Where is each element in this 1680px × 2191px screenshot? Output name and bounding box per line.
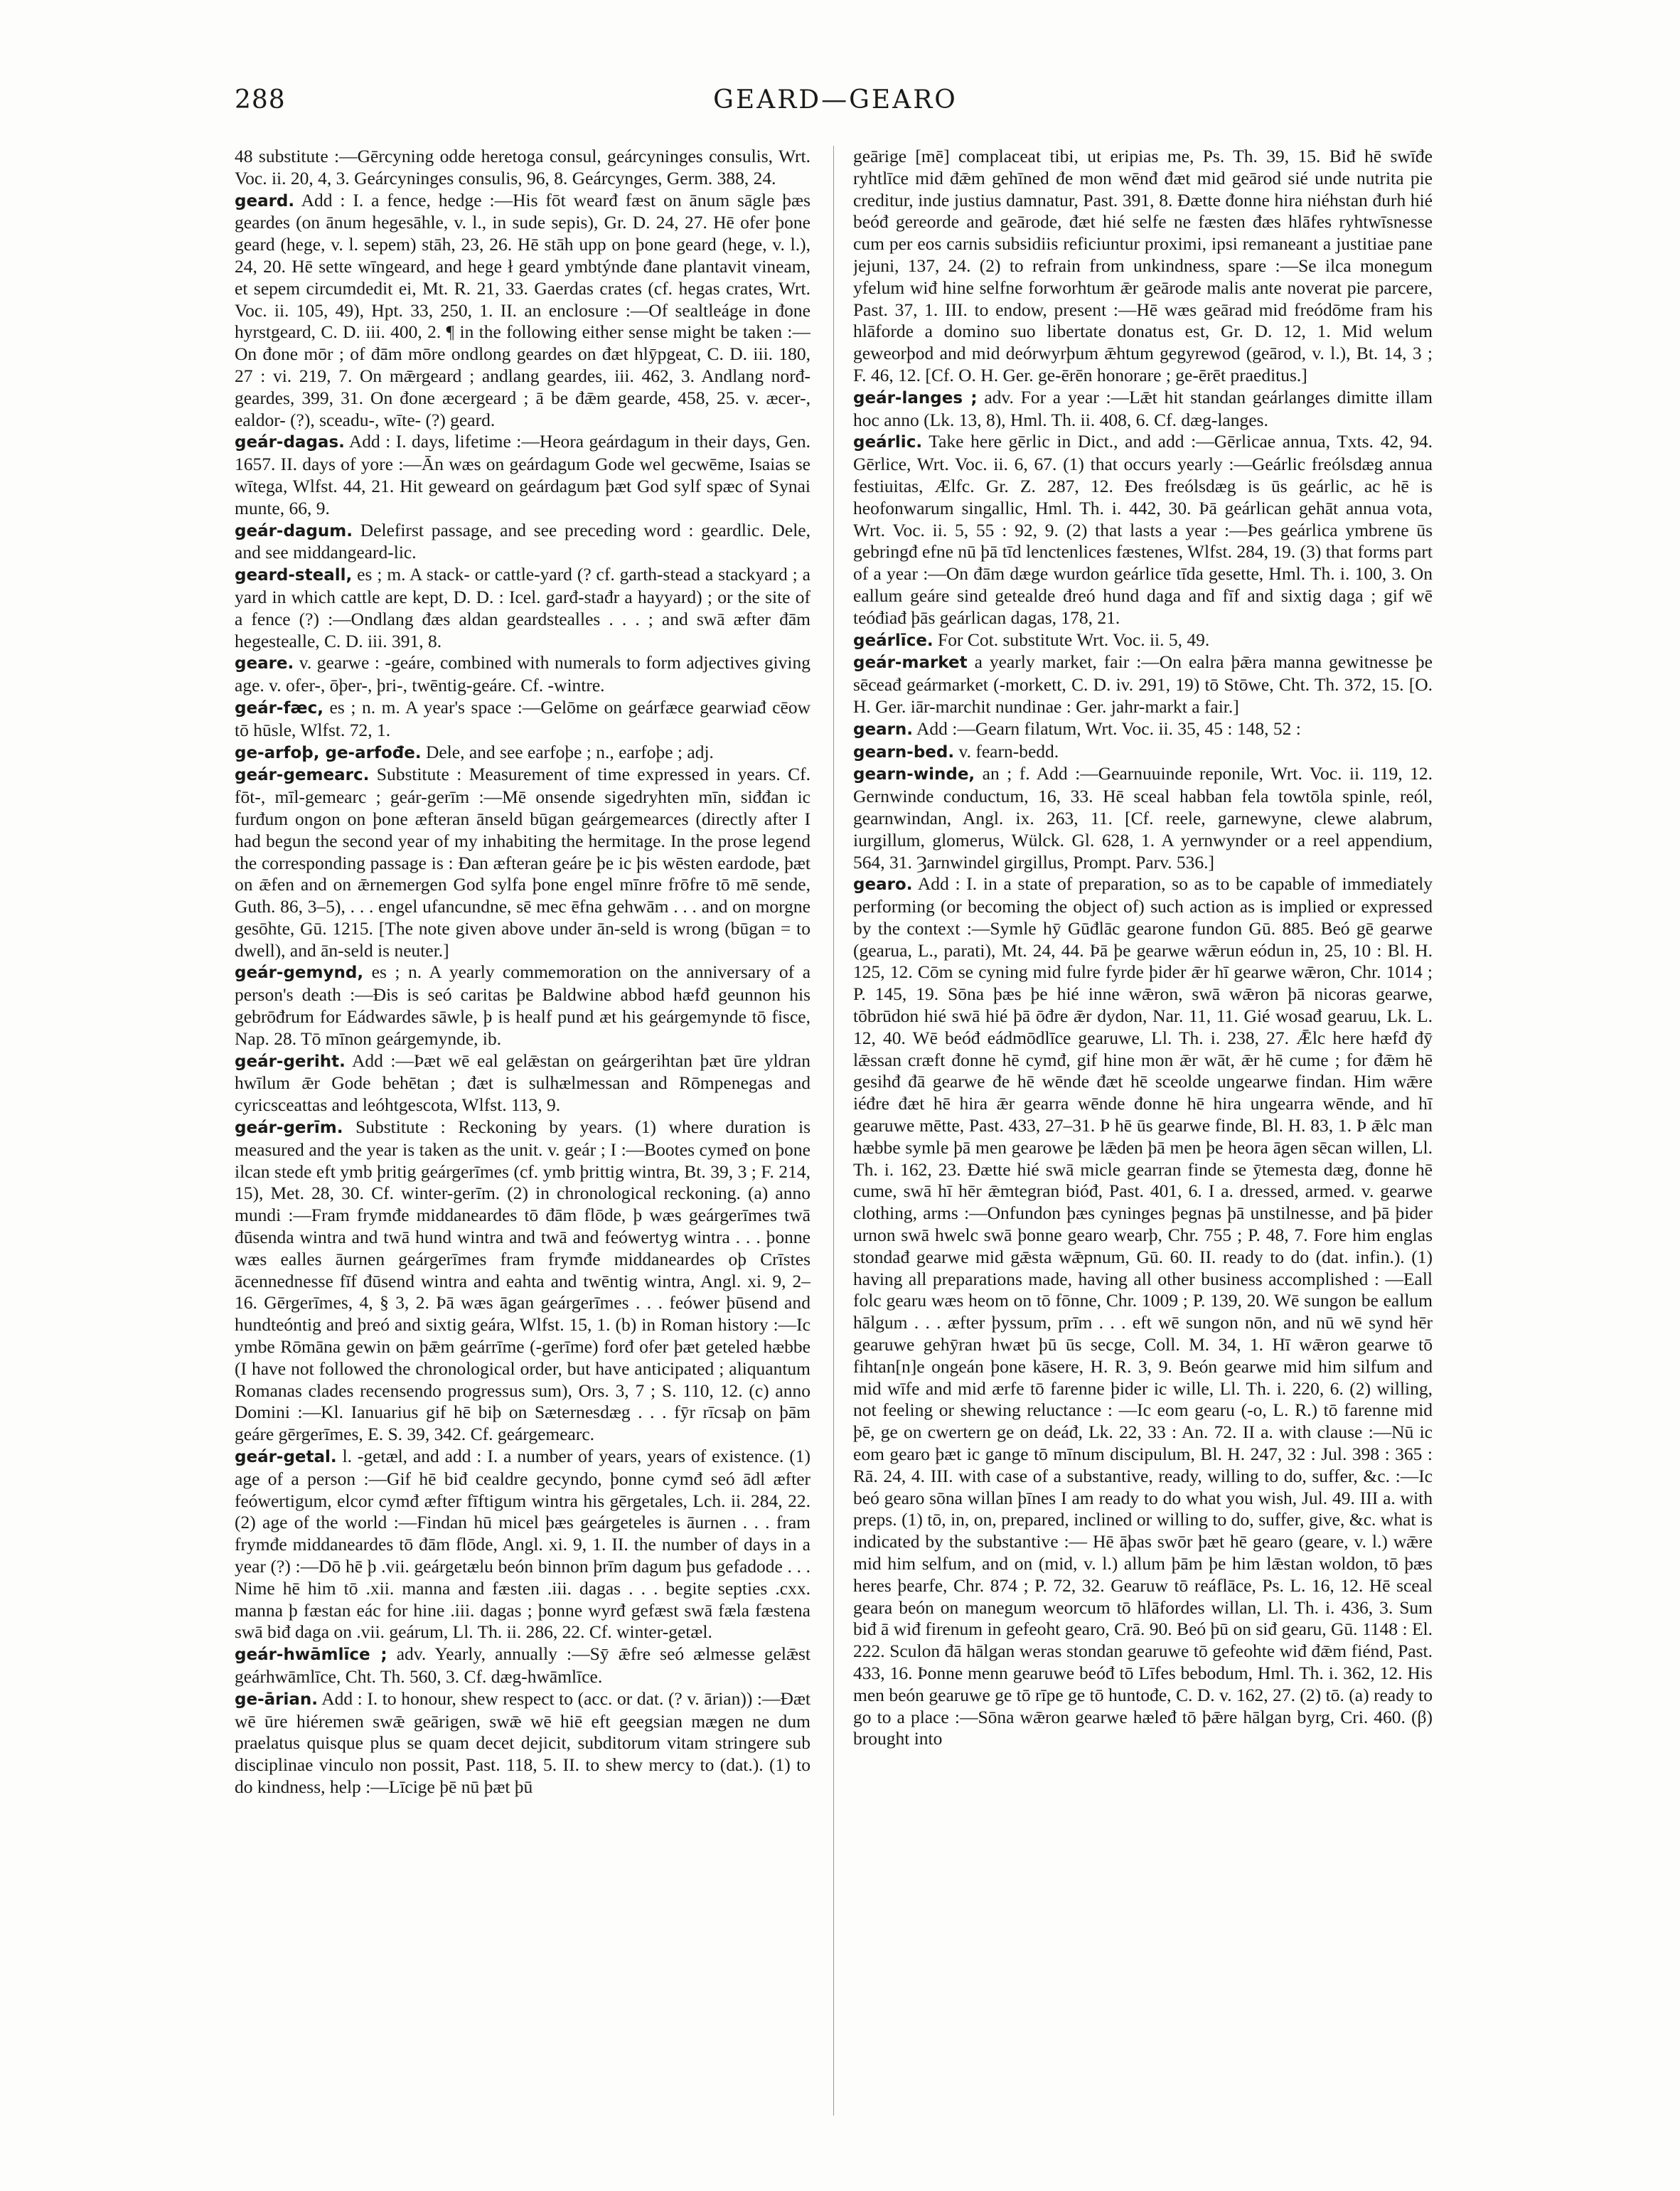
entry-text: Substitute : Reckoning by years. (1) where duration is measured and the year is taken as the unit. v. geár ; I :—Bootes cymeđ on þone ilcan stede eft ymb þritig geárgerīmes (cf. ymb þrittig wintra, Bt. 39, 3 ; F. 214, 15), Met. 28, 30. Cf. winter-gerīm. (2) in chronological reckoning. (a) anno mundi :—Fram frymđe middaneardes tō đām flōde, þ wæs geárgerīmes twā đūsenda wintra and twā hund wintra and twā and feówertyg wintra . . . þonne wæs ealles āurnen geárgerīmes fram frymđe middaneardes oþ Crīstes ācennednesse fīf đūsend wintra and eahta and twēntig wintra, Angl. xi. 9, 2–16. Gērgerīmes, 4, § 3, 2. Þā wæs āgan geárgerīmes . . . feówer þūsend and hundteóntig and þreó and sixtig geára, Wlfst. 15, 1. (b) in Roman history :—Ic ymbe Rōmāna gewin on þǣm geárrīme (-gerīme) forđ ofer þæt geteled hæbbe (I have not followed the chronological order, but have anticipated ; aliquantum Romanas clades recensendo progressus sum), Ors. 3, 7 ; S. 110, 12. (c) anno Domini :—Kl. Ianuarius gif hē biþ on Sæternesdæg . . . fȳr rīcsaþ on þām geáre gērgerīmes, E. S. 39, 342. Cf. geárgemearc. <box>235 1116 810 1445</box>
entry-headword: geár-gemearc. <box>235 766 370 785</box>
dictionary-entry <box>235 564 810 652</box>
running-head: GEARD—GEARO <box>713 85 958 114</box>
entry-text: Add : I. to honour, shew respect to (acc. or dat. (? v. ārian)) :—Đæt wē ūre hiéremen swǣ geārigen, swǣ wē hiē eft geegsian mægen ne dum praelatus quisque plus se quam decet dejicit, subditorum vitam stringere sub disciplinae vinculo non possit, Past. 118, 5. II. to shew mercy to (dat.). (1) to do kindness, help :—Līcige þē nū þæt þū <box>235 1688 810 1797</box>
dictionary-entry <box>235 431 810 519</box>
entry-text: v. gearwe : -geáre, combined with numerals to form adjectives giving age. v. ofer-, ōþer-, þri-, twēntig-geáre. Cf. -wintre. <box>235 652 810 696</box>
entry-text: es ; n. m. A year's space :—Gelōme on geárfæce gearwiađ cēow tō hūsle, Wlfst. 72, 1. <box>235 696 810 740</box>
dictionary-entry <box>235 1050 810 1116</box>
right-column <box>853 146 1433 2137</box>
entry-headword: geár-fæc, <box>235 698 323 718</box>
entry-text: Dele, and see earfoþe ; n., earfoþe ; adj. <box>425 741 714 762</box>
entry-headword: ge-ārian. <box>235 1690 318 1709</box>
entry-text: Add : I. a fence, hedge :—His fōt wearđ fæst on ānum sāgle þæs geardes (on ānum hegesāhle, v. l., in sude sepis), Gr. D. 24, 27. Hē ofer þone geard (hege, v. l. sepem) stāh, 23, 26. Hē stāh upp on þone geard (hege, v. l.), 24, 20. Hē sette wīngeard, and hege ł geard ymbtýnde đane plantavit vineam, et sepem circumdedit ei, Mt. R. 21, 33. Gaerdas crates (cf. hegas crates, Wrt. Voc. ii. 105, 49), Hpt. 33, 250, 1. II. an enclosure :—Of sealtleáge in đone hyrstgeard, C. D. iii. 400, 2. ¶ in the following either sense might be taken :—On đone mōr ; of đām mōre ondlong geardes on đæt hlȳpgeat, C. D. iii. 180, 27 : vi. 219, 7. On mǣrgeard ; andlang geardes, iii. 462, 3. Andlang norđgeardes, 399, 31. On đone æcergeard ; ā be đǣm gearde, 458, 25. v. æcer-, ealdor- (?), sceadu-, wīte- (?) geard. <box>235 189 810 430</box>
entry-headword: gearo. <box>853 875 913 895</box>
entry-headword: geár-gemynd, <box>235 964 364 983</box>
column-divider <box>833 146 834 2116</box>
left-column <box>235 146 810 2137</box>
entry-headword: ge-arfoþ, ge-arfođe. <box>235 743 422 762</box>
entry-text: geārige [mē] complaceat tibi, ut eripias me, Ps. Th. 39, 15. Biđ hē swīđe ryhtlīce mid đǣm gehīned đe mon wēnđ đæt mid geārod sié unde nutrita pie creditur, inde justius damnatur, Past. 391, 8. Đætte đonne hira niéhstan đurh hié beóđ gereorde and geārode, đæt hié selfe ne fæsten đæs hlāfes ryhtwīsnesse cum per eos carnis subsidiis reficiuntur proximi, ipsi remaneant a justitiae pane jejuni, 137, 24. (2) to refrain from unkindness, spare :—Se ilca monegum yfelum wiđ hine selfne forworhtum ǣr geārode malis ante noverat pie parcere, Past. 37, 1. III. to endow, present :—Hē wæs geārad mid freódōme fram his hlāforde a domino suo libertate donatus est, Gr. D. 12, 1. Mid welum geweorþod and mid deórwyrþum ǣhtum gegyrewod (geārod, v. l.), Bt. 14, 3 ; F. 46, 12. [Cf. O. H. Ger. ge-ērēn honorare ; ge-ērēt praeditus.] <box>853 146 1433 385</box>
entry-headword: geár-dagum. <box>235 521 353 540</box>
entry-text: Take here gērlic in Dict., and add :—Gērlicae annua, Txts. 42, 94. Gērlice, Wrt. Voc. ii. 6, 67. (1) that occurs yearly :—Geárlic freólsdæg annua festiuitas, Ælfc. Gr. Z. 287, 12. Đes freólsdæg is ūs geárlic, ac hē is heofonwarum singallic, Hml. Th. i. 442, 30. Þā geárlican gehāt annua vota, Wrt. Voc. ii. 5, 55 : 92, 9. (2) that lasts a year :—Þes geárlica ymbrene ūs gebringđ efne nū þā tīd lenctenlices fæstenes, Wlfst. 284, 19. (3) that forms part of a year :—On đām dæge wurdon geárlice tīda gesette, Hml. Th. i. 100, 3. On eallum geáre sind getealde đreó hund daga and fīf and sixtig daga ; gif wē teóđiađ þās geárlican dagas, 178, 21. <box>853 431 1433 628</box>
entry-headword: geard-steall, <box>235 566 353 585</box>
entry-text: For Cot. substitute Wrt. Voc. ii. 5, 49. <box>938 629 1210 650</box>
dictionary-entry <box>235 1116 810 1446</box>
page-header <box>235 85 1436 128</box>
entry-headword: geár-hwāmlīce ; <box>235 1646 387 1665</box>
dictionary-entry <box>853 718 1433 741</box>
entry-headword: gearn. <box>853 720 914 739</box>
entry-headword: geard. <box>235 191 295 210</box>
dictionary-entry <box>235 742 810 764</box>
entry-text: Add :—Gearn filatum, Wrt. Voc. ii. 35, 45 : 148, 52 : <box>916 718 1301 739</box>
dictionary-entry <box>235 190 810 432</box>
entry-text: v. fearn-bedd. <box>958 740 1059 762</box>
entry-headword: geár-dagas. <box>235 433 345 452</box>
entry-headword: geár-langes ; <box>853 388 978 407</box>
entry-text: Add : I. in a state of preparation, so as to be capable of immediately performing (or becoming the object of) such action as is implied or expressed by the context :—Symle hȳ Gūđlāc gearone fundon Gū. 885. Beó gē gearwe (gearua, L., parati), Mt. 24, 44. Þā þe gearwe wǣrun eódun in, 25, 10 : Bl. H. 125, 12. Cōm se cyning mid fulre fyrde þider ǣr hī gearwe wǣron, Chr. 1014 ; P. 145, 19. Sōna þæs þe hié inne wǣron, swā wǣron þā nicoras gearwe, tōbrūdon hié swā hié þā ōđre ǣr dydon, Nar. 11, 11. Gié wosađ gearuu, Lk. L. 12, 40. Wē beóđ eádmōdlīce gearuwe, Ll. Th. i. 238, 27. Ǣlc here hæfđ đȳ lǣssan cræft đonne hē cymđ, gif hine mon ǣr wāt, ǣr hē cume ; for đǣm hē gesihđ đā gearwe đe hē wēnde đæt hē sceolde ungearwe findan. Him wǣre iéđre đæt hē hira ǣr gearra wēnde đonne hē hira ungearra wēnde, and hī gearuwe mētte, Past. 433, 27–31. Þ hē ūs gearwe finde, Bl. H. 83, 1. Þ ǣlc man hæbbe symle þā men gearowe þe lǣden þā men þe heora āgen sēcan willen, Ll. Th. i. 162, 23. Đætte hié swā micle gearran finde se ȳtemesta dæg, đonne hē cume, swā hī hēr ǣmtegran bióđ, Past. 401, 6. I a. dressed, armed. v. gearwe clothing, arms :—Onfundon þæs cyninges þegnas þā unstilnesse, and þā þider urnon swā hwelc swā þonne gearo wearþ, Chr. 755 ; P. 48, 7. Fore him englas stondađ gearwe mid gǣsta wǣpnum, Gū. 60. II. ready to do (dat. infin.). (1) having all preparations made, having all other business accomplished : —Eall folc gearu wæs heom on tō fōnne, Chr. 1009 ; P. 139, 20. Wē sungon be eallum hālgum . . . æfter þyssum, prīm . . . eft wē sungon nōn, and nū wē synd hēr gearuwe gehȳran hwæt þū ūs secge, Coll. M. 34, 1. Hī wǣron gearwe tō fihtan[n]e ongeán þone kāsere, H. R. 3, 9. Beón gearwe mid him silfum and mid wīfe and mid ærfe tō farenne þider ic wille, Ll. Th. i. 220, 6. (2) willing, not feeling or shewing reluctance : —Ic eom gearu (-o, L. R.) tō farenne mid þē, ge on cwertern ge on deáđ, Lk. 22, 33 : An. 72. II a. with clause :—Nū ic eom gearo þæt ic gange tō mīnum discipulum, Bl. H. 247, 32 : Jul. 398 : 365 : Rā. 24, 4. III. with case of a substantive, ready, willing to do, suffer, &c. :—Ic beó gearo sōna willan þīnes I am ready to do what you wish, Jul. 49. III a. with preps. (1) tō, in, on, prepared, inclined or willing to do, suffer, give, &c. what is indicated by the substantive :— Hē āþas swōr þæt hē gearo (geare, v. l.) wǣre mid him selfum, and on (mid, v. l.) allum þām þe him lǣstan woldon, tō þæs heres þearfe, Chr. 874 ; P. 72, 32. Gearuw tō reáflāce, Ps. L. 16, 12. Hē sceal geara beón on manegum weorcum tō hlāfordes willan, Ll. Th. i. 436, 3. Sum biđ ā wiđ firenum in gefeoht gearo, Crā. 90. Beó þū on siđ gearu, Gū. 1148 : El. 222. Sculon đā hālgan weras stondan gearuwe tō gefeohte wiđ đǣm fiénd, Past. 433, 16. Þonne menn gearuwe beóđ tō Līfes bebodum, Hml. Th. i. 362, 12. His men beón gearuwe ge tō rīpe ge tō huntođe, C. D. v. 162, 27. (2) tō. (a) ready to go to a place :—Sōna wǣron gearwe hæleđ tō þǣre hālgan byrg, Cri. 460. (β) brought into <box>853 873 1433 1749</box>
entry-text: adv. Yearly, annually :—Sȳ ǣfre seó ælmesse gelǣst geárhwāmlīce, Cht. Th. 560, 3. Cf. dæg-hwāmlīce. <box>235 1643 810 1687</box>
entry-text: Substitute : Measurement of time expressed in years. Cf. fōt-, mīl-gemearc ; geár-gerīm :—Mē onsende sigedryhten mīn, siđđan ic furđum ongon on þone æfteran ānseld būgan geárgemearces (directly after I had begun the second year of my inhabiting the hermitage. In the prose legend the corresponding passage is : Đan æfteran geáre þe ic þis wēsten eardode, þæt on ǣfen and on ǣrnemergen God sylfa þone engel mīnre frōfre tō mē sende, Guth. 86, 3–5), . . . engel ufancundne, sē mec ēfna gehwām . . . and on morgne gesōhte, Gū. 1215. [The note given above under ān-seld is wrong (būgan = to dwell), and ān-seld is neuter.] <box>235 764 810 961</box>
dictionary-entry <box>235 146 810 190</box>
dictionary-entry <box>235 764 810 961</box>
entry-text: Add :—Þæt wē eal gelǣstan on geárgerihtan þæt ūre yldran hwīlum ǣr Gode behētan ; đæt is sulhælmessan and Rōmpenegas and cyricsceattas and leóhtgescota, Wlfst. 113, 9. <box>235 1050 810 1116</box>
entry-headword: geár-getal. <box>235 1448 337 1467</box>
dictionary-entry <box>853 387 1433 432</box>
dictionary-entry <box>853 741 1433 764</box>
dictionary-entry <box>853 763 1433 873</box>
dictionary-entry <box>235 961 810 1050</box>
entry-text: es ; m. A stack- or cattle-yard (? cf. garth-stead a stackyard ; a yard in which cattle are kept, D. D. : Icel. garđ-stađr a hayyard) ; or the site of a fence (?) :—Ondlang đæs aldan geardstealles . . . ; and swā æfter đām hegestealle, C. D. iii. 391, 8. <box>235 564 810 651</box>
entry-headword: geár-geriht. <box>235 1052 346 1071</box>
dictionary-entry <box>853 873 1433 1750</box>
entry-text: Delefirst passage, and see preceding word : geardlic. Dele, and see middangeard-lic. <box>235 519 810 563</box>
dictionary-entry <box>235 520 810 565</box>
dictionary-entry <box>853 651 1433 718</box>
entry-text: l. -getæl, and add : I. a number of years, years of existence. (1) age of a person :—Gif hē biđ cealdre gecyndo, þonne cymđ seó ādl æfter feówertigum, elcor cymđ æfter fīftigum wintra his gērgetales, Lch. ii. 284, 22. (2) age of the world :—Findan hū micel þæs geárgeteles is āurnen . . . fram frymđe middaneardes tō đām flōde, Angl. xi. 9, 1. II. the number of days in a year (?) :—Dō hē þ .vii. geárgetælu beón binnon þrīm dagum þus gefadode . . . Nime hē him tō .xii. manna and fæsten .iii. dagas . . . begite septies .cxx. manna þ fæstan eác for hine .iii. dagas ; þonne wyrđ gefæst swā fæla fæstena swā biđ daga on .vii. geárum, Ll. Th. ii. 286, 22. Cf. winter-getæl. <box>235 1446 810 1643</box>
entry-text: Add : I. days, lifetime :—Heora geárdagum in their days, Gen. 1657. II. days of yore :—Ān wæs on geárdagum Gode wel gecwēme, Isaias se wītega, Wlfst. 44, 21. Hit geweard on geárdagum þæt God sylf spæc of Synai munte, 66, 9. <box>235 431 810 518</box>
dictionary-entry <box>853 629 1433 652</box>
dictionary-entry <box>235 697 810 742</box>
entry-text: a yearly market, fair :—On ealra þǣra manna gewitnesse þe sēceađ geármarket (-morkett, C. D. iv. 291, 19) tō Stōwe, Cht. Th. 372, 15. [O. H. Ger. iār-marchit nundinae : Ger. jahr-markt a fair.] <box>853 651 1433 717</box>
entry-text: es ; n. A yearly commemoration on the anniversary of a person's death :—Đis is seó caritas þe Baldwine abbod hæfđ geunnon his gebrōđrum for Eádwardes sāwle, þ is healf pund æt his geárgemynde tō fisce, Nap. 28. Tō mīnon geárgemynde, ib. <box>235 961 810 1049</box>
dictionary-entry <box>235 1643 810 1688</box>
entry-headword: geár-market <box>853 654 968 673</box>
entry-headword: geare. <box>235 654 294 673</box>
page-number: 288 <box>235 85 286 114</box>
entry-text: 48 substitute :—Gērcyning odde heretoga consul, geárcyninges consulis, Wrt. Voc. ii. 20, 4, 3. Geárcyninges consulis, 96, 8. Geárcynges, Germ. 388, 24. <box>235 146 810 188</box>
entry-headword: geárlic. <box>853 433 923 452</box>
entry-headword: geár-gerīm. <box>235 1119 343 1138</box>
dictionary-entry <box>853 146 1433 387</box>
entry-headword: gearn-bed. <box>853 742 955 762</box>
entry-headword: gearn-winde, <box>853 765 975 784</box>
entry-headword: geárlīce. <box>853 631 933 650</box>
dictionary-entry <box>235 652 810 697</box>
dictionary-entry <box>853 431 1433 629</box>
entry-text: an ; f. Add :—Gearnuuinde reponile, Wrt. Voc. ii. 119, 12. Gernwinde conductum, 16, 33. Hē sceal habban fela towtōla spinle, reól, gearnwindan, Angl. ix. 263, 11. [Cf. reele, garnewyne, clewe alabrum, iurgillum, glomerus, Wülck. Gl. 628, 1. A yernwynder or a reel appendium, 564, 31. Ȝarnwindel girgillus, Prompt. Parv. 536.] <box>853 763 1433 873</box>
dictionary-entry <box>235 1688 810 1798</box>
dictionary-entry <box>235 1446 810 1643</box>
entry-text: adv. For a year :—Lǣt hit standan geárlanges dimitte illam hoc anno (Lk. 13, 8), Hml. Th. ii. 408, 6. Cf. dæg-langes. <box>853 386 1433 430</box>
